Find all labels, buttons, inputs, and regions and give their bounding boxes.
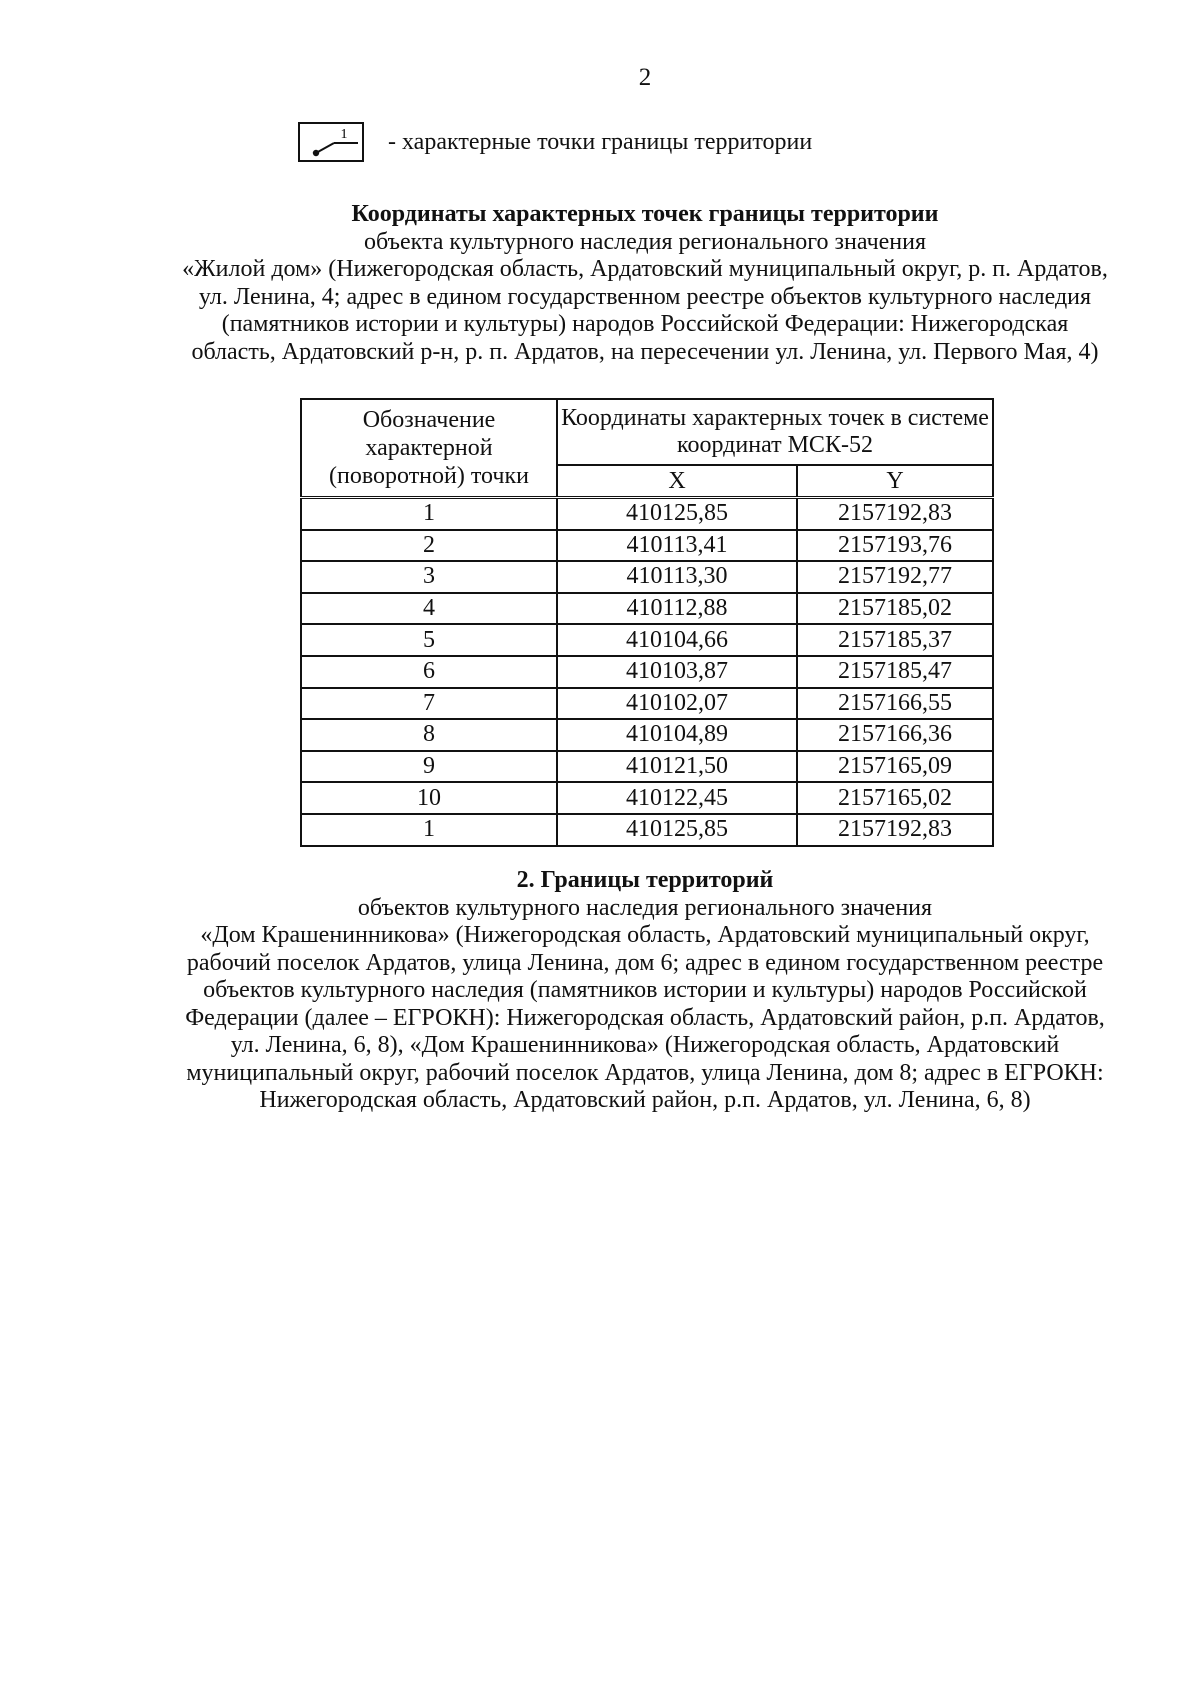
legend-text: - характерные точки границы территории (388, 128, 813, 155)
cell-y: 2157166,55 (797, 688, 993, 720)
table-header-row (301, 399, 993, 465)
section2-line: рабочий поселок Ардатов, улица Ленина, дом 6; адрес в едином государственном реестре (186, 949, 1104, 976)
section2-line: «Дом Крашенинникова» (Нижегородская область, Ардатовский муниципальный округ, (200, 922, 1090, 948)
cell-y: 2157165,02 (797, 782, 993, 814)
boundary-point-icon (298, 122, 364, 162)
section2-line: муниципальный округ, рабочий поселок Ардатов, улица Ленина, дом 8; адрес в ЕГРОКН: (186, 1059, 1104, 1086)
cell-y: 2157193,76 (797, 530, 993, 562)
section1-line: объекта культурного наследия регионального значения (363, 228, 927, 255)
cell-y: 2157192,83 (797, 814, 993, 846)
table-row (301, 688, 993, 720)
table-row (301, 593, 993, 625)
cell-y: 2157185,47 (797, 656, 993, 688)
cell-x: 410104,66 (557, 624, 797, 656)
cell-y: 2157192,83 (797, 498, 993, 530)
legend-icon-label: 1 (340, 127, 348, 142)
section2-title: 2. Границы территорий (516, 867, 774, 893)
table-row (301, 624, 993, 656)
table-row (301, 719, 993, 751)
table-row (301, 530, 993, 562)
cell-x: 410104,89 (557, 719, 797, 751)
cell-y: 2157166,36 (797, 719, 993, 751)
cell-point: 7 (301, 688, 557, 720)
table-row (301, 561, 993, 593)
cell-x: 410112,88 (557, 593, 797, 625)
section1-title: Координаты характерных точек границы территории (351, 201, 939, 227)
cell-x: 410103,87 (557, 656, 797, 688)
cell-point: 2 (301, 530, 557, 562)
table-row (301, 656, 993, 688)
page-number: 2 (638, 64, 652, 91)
cell-x: 410122,45 (557, 782, 797, 814)
cell-x: 410113,30 (557, 561, 797, 593)
cell-x: 410113,41 (557, 530, 797, 562)
section1-heading (150, 201, 1140, 366)
section1-line: область, Ардатовский р-н, р. п. Ардатов, на пересечении ул. Ленина, ул. Первого Мая, 4) (191, 338, 1099, 365)
cell-point: 10 (301, 782, 557, 814)
cell-point: 3 (301, 561, 557, 593)
section1-line: (памятников истории и культуры) народов Российской Федерации: Нижегородская (221, 311, 1069, 337)
table-row (301, 814, 993, 846)
section2-line: объектов культурного наследия (памятников истории и культуры) народов Российской (203, 977, 1087, 1003)
section2-line: ул. Ленина, 6, 8), «Дом Крашенинникова» (Нижегородская область, Ардатовский (230, 1032, 1060, 1058)
cell-point: 5 (301, 624, 557, 656)
cell-point: 8 (301, 719, 557, 751)
cell-y: 2157185,37 (797, 624, 993, 656)
col-point-header: Обозначение характерной (поворотной) точки (301, 399, 557, 498)
section2-line: объектов культурного наследия регионального значения (357, 894, 933, 921)
coordinates-table (300, 398, 994, 847)
cell-x: 410102,07 (557, 688, 797, 720)
col-y-header: Y (797, 465, 993, 498)
cell-point: 4 (301, 593, 557, 625)
col-x-header: X (557, 465, 797, 498)
cell-y: 2157185,02 (797, 593, 993, 625)
cell-point: 9 (301, 751, 557, 783)
table-row (301, 782, 993, 814)
legend (298, 122, 812, 162)
section1-line: ул. Ленина, 4; адрес в едином государственном реестре объектов культурного наследия (198, 283, 1092, 310)
section1-line: «Жилой дом» (Нижегородская область, Ардатовский муниципальный округ, р. п. Ардатов, (182, 256, 1108, 282)
cell-x: 410125,85 (557, 814, 797, 846)
section2-line: Федерации (далее – ЕГРОКН): Нижегородская область, Ардатовский район, р.п. Ардатов, (185, 1004, 1105, 1031)
table-row (301, 751, 993, 783)
cell-point: 6 (301, 656, 557, 688)
cell-x: 410121,50 (557, 751, 797, 783)
section2-heading (150, 867, 1140, 1115)
col-coords-header: Координаты характерных точек в системе координат МСК-52 (557, 399, 993, 465)
cell-x: 410125,85 (557, 498, 797, 530)
cell-y: 2157165,09 (797, 751, 993, 783)
section2-line: Нижегородская область, Ардатовский район, р.п. Ардатов, ул. Ленина, 6, 8) (259, 1087, 1031, 1113)
cell-y: 2157192,77 (797, 561, 993, 593)
table-row (301, 498, 993, 530)
cell-point: 1 (301, 498, 557, 530)
cell-point: 1 (301, 814, 557, 846)
